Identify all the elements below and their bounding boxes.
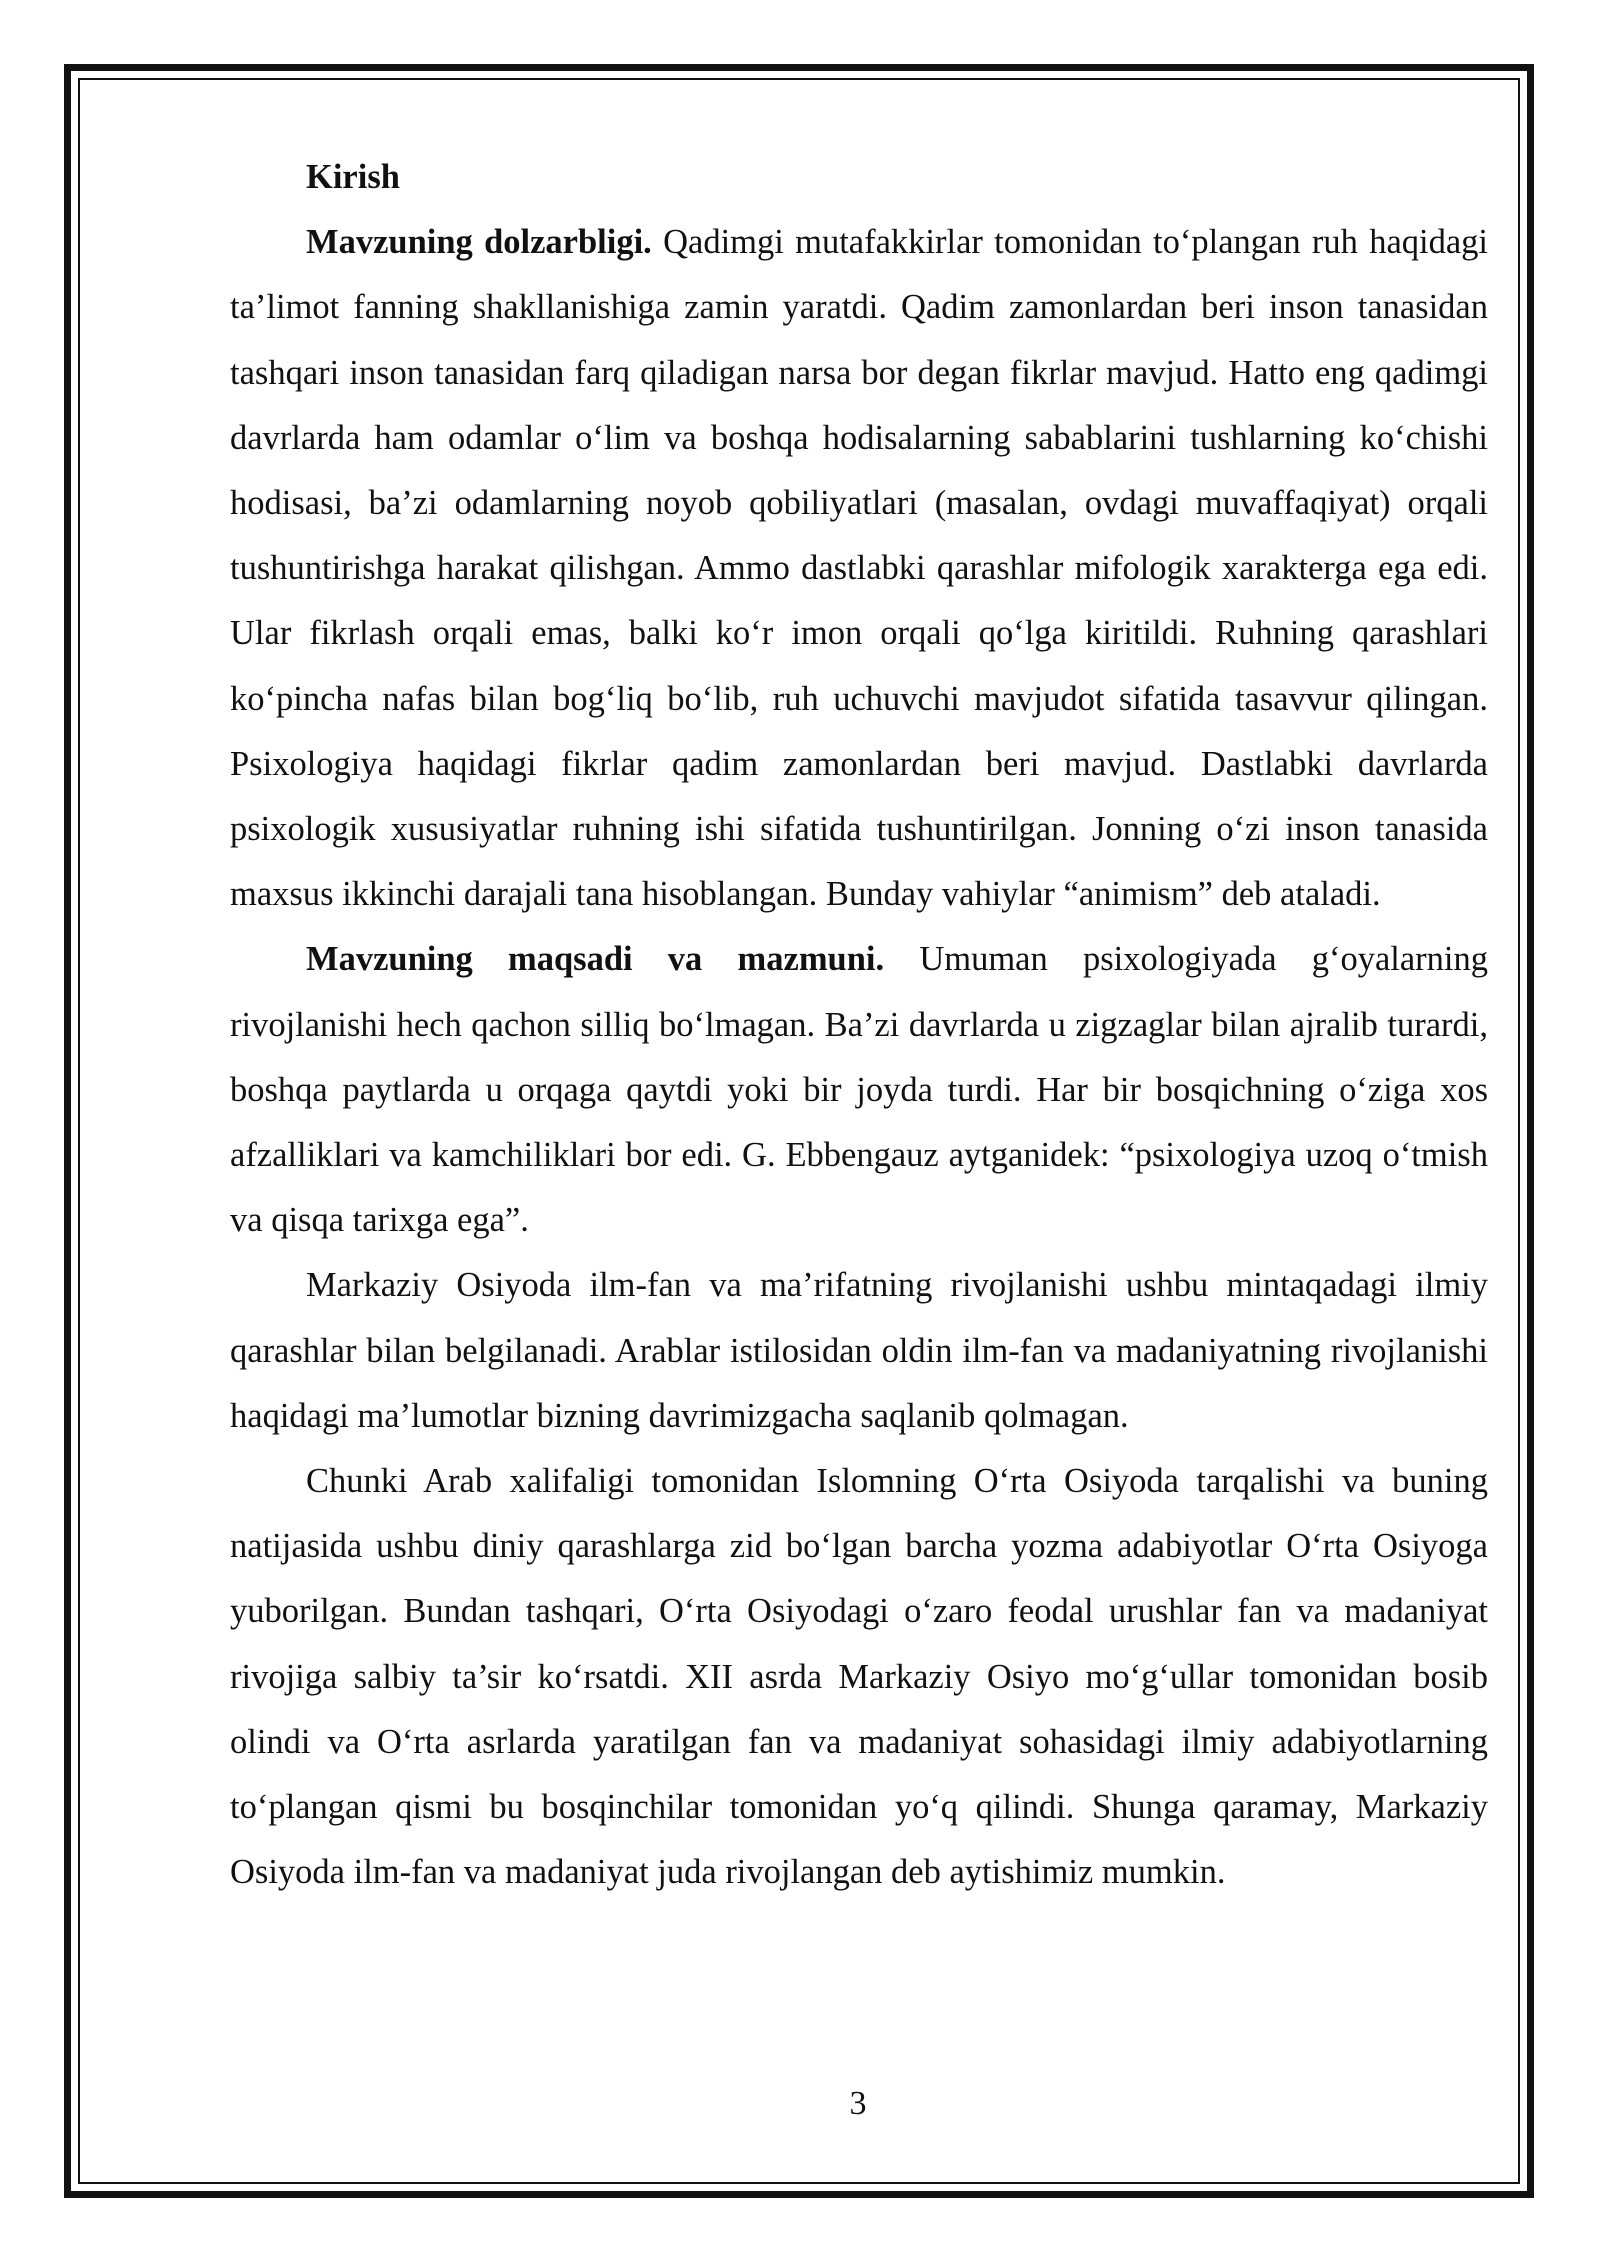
- paragraph-arab-caliphate: [230, 1449, 1488, 1905]
- paragraph-text: Markaziy Osiyoda ilm-fan va ma’rifatning rivojlanishi ushbu mintaqadagi ilmiy qarashlar bilan belgilanadi. Arablar istilosidan oldin ilm-fan va madaniyatning rivojlanishi haqidagi ma’lumotlar bizning davrimizgacha saqlanib qolmagan.: [230, 1266, 1488, 1435]
- paragraph-central-asia: [230, 1253, 1488, 1449]
- paragraph-lead: Mavzuning dolzarbligi.: [306, 223, 652, 262]
- paragraph-lead: Mavzuning maqsadi va mazmuni.: [306, 940, 885, 979]
- paragraph-text: Umuman psixologiyada g‘oyalarning rivojlanishi hech qachon silliq bo‘lmagan. Ba’zi davrlarda u zigzaglar bilan ajralib turardi, boshqa paytlarda u orqaga qaytdi yoki bir joyda turdi. Har bir bosqichning o‘ziga xos afzalliklari va kamchiliklari bor edi. G. Ebbengauz aytganidek: “psixologiya uzoq o‘tmish va qisqa tarixga ega”.: [230, 940, 1488, 1240]
- page-body: [230, 145, 1488, 1905]
- paragraph-relevance: [230, 210, 1488, 927]
- paragraph-text: Qadimgi mutafakkirlar tomonidan to‘plangan ruh haqidagi ta’limot fanning shakllanishiga zamin yaratdi. Qadim zamonlardan beri inson tanasidan tashqari inson tanasidan farq qiladigan narsa bor degan fikrlar mavjud. Hatto eng qadimgi davrlarda ham odamlar o‘lim va boshqa hodisalarning sabablarini tushlarning ko‘chishi hodisasi, ba’zi odamlarning noyob qobiliyatlari (masalan, ovdagi muvaffaqiyat) orqali tushuntirishga harakat qilishgan. Ammo dastlabki qarashlar mifologik xarakterga ega edi. Ular fikrlash orqali emas, balki ko‘r imon orqali qo‘lga kiritildi. Ruhning qarashlari ko‘pincha nafas bilan bog‘liq bo‘lib, ruh uchuvchi mavjudot sifatida tasavvur qilingan. Psixologiya haqidagi fikrlar qadim zamonlardan beri mavjud. Dastlabki davrlarda psixologik xususiyatlar ruhning ishi sifatida tushuntirilgan. Jonning o‘zi inson tanasida maxsus ikkinchi darajali tana hisoblangan. Bunday vahiylar “animism” deb ataladi.: [230, 223, 1488, 914]
- page-number: 3: [849, 2085, 867, 2122]
- section-heading: Kirish: [306, 158, 400, 196]
- paragraph-text: Chunki Arab xalifaligi tomonidan Islomning O‘rta Osiyoda tarqalishi va buning natijasida ushbu diniy qarashlarga zid bo‘lgan barcha yozma adabiyotlar O‘rta Osiyoga yuborilgan. Bundan tashqari, O‘rta Osiyodagi o‘zaro feodal urushlar fan va madaniyat rivojiga salbiy ta’sir ko‘rsatdi. XII asrda Markaziy Osiyo mo‘g‘ullar tomonidan bosib olindi va O‘rta asrlarda yaratilgan fan va madaniyat sohasidagi ilmiy adabiyotlarning to‘plangan qismi bu bosqinchilar tomonidan yo‘q qilindi. Shunga qaramay, Markaziy Osiyoda ilm-fan va madaniyat juda rivojlangan deb aytishimiz mumkin.: [230, 1462, 1488, 1892]
- paragraph-goal: [230, 927, 1488, 1253]
